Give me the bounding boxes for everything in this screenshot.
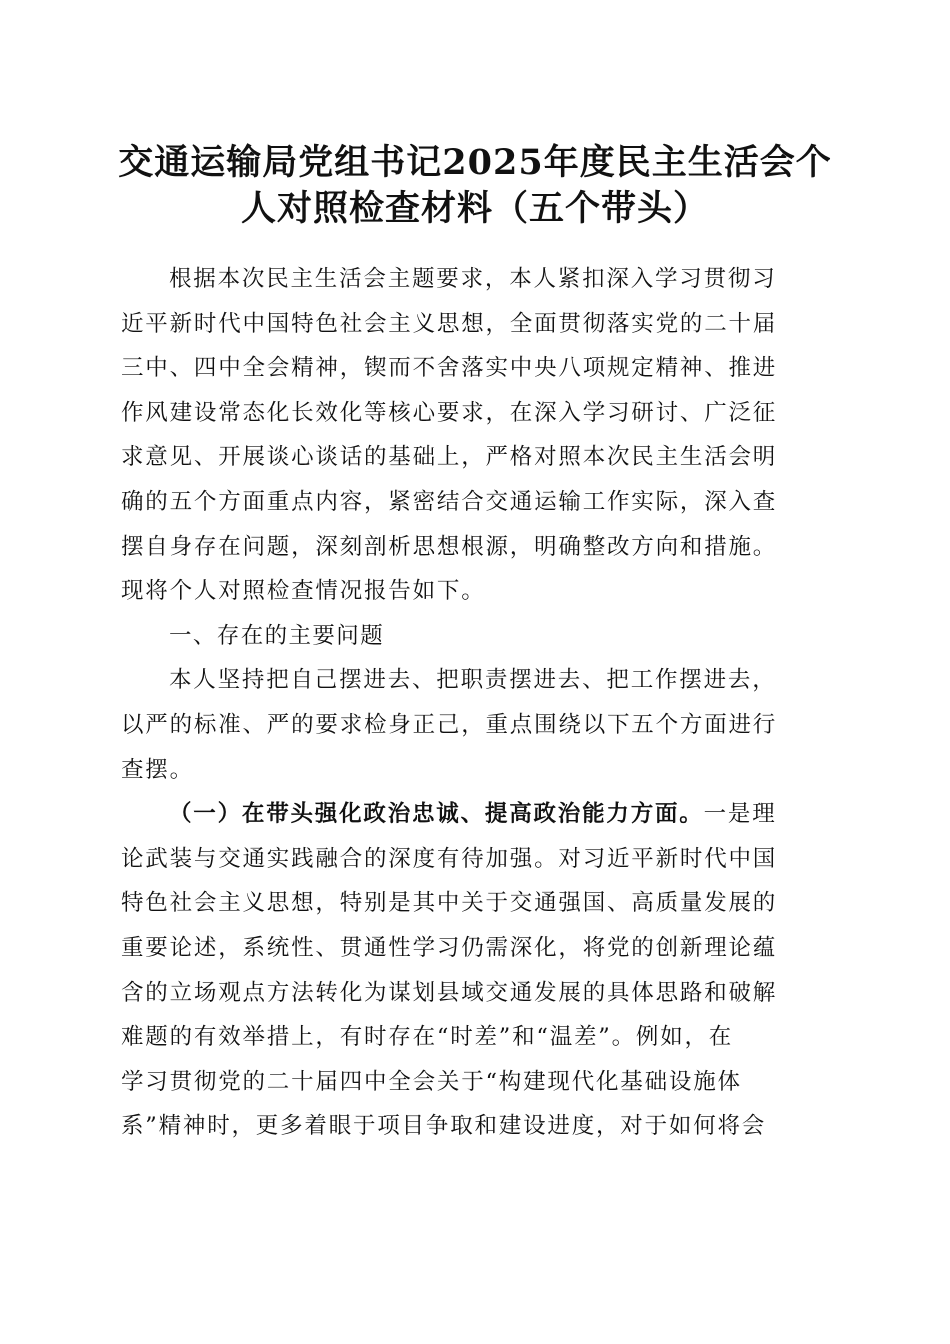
intro-line: 近平新时代中国特色社会主义思想，全面贯彻落实党的二十届 bbox=[121, 310, 778, 337]
section-heading: 一、存在的主要问题 bbox=[169, 622, 385, 649]
title-line-2: 人对照检查材料（五个带头） bbox=[240, 188, 709, 229]
intro-line: 现将个人对照检查情况报告如下。 bbox=[121, 578, 486, 605]
subsection-bold-lead: （一）在带头强化政治忠诚、提高政治能力方面。 bbox=[169, 801, 704, 828]
intro-line: 根据本次民主生活会主题要求，本人紧扣深入学习贯彻习 bbox=[169, 266, 777, 292]
subsection-first-line bbox=[121, 792, 826, 837]
intro-line: 摆自身存在问题，深刻剖析思想根源，明确整改方向和措施。 bbox=[121, 533, 778, 560]
document-body bbox=[121, 257, 826, 1149]
section-line: 查摆。 bbox=[121, 756, 194, 783]
title-line-1: 交通运输局党组书记2025年度民主生活会个 bbox=[118, 142, 832, 183]
subsection-line: 论武装与交通实践融合的深度有待加强。对习近平新时代中国 bbox=[121, 845, 778, 872]
document-title bbox=[110, 140, 840, 232]
intro-line: 三中、四中全会精神，锲而不舍落实中央八项规定精神、推进 bbox=[121, 355, 778, 382]
subsection-line: 系”精神时，更多着眼于项目争取和建设进度，对于如何将会 bbox=[121, 1113, 767, 1140]
subsection-lead-rest: 一是理 bbox=[703, 801, 777, 828]
intro-line: 求意见、开展谈心谈话的基础上，严格对照本次民主生活会明 bbox=[121, 444, 778, 471]
subsection-line: 重要论述，系统性、贯通性学习仍需深化，将党的创新理论蕴 bbox=[121, 934, 778, 961]
section-line: 本人坚持把自己摆进去、把职责摆进去、把工作摆进去， bbox=[169, 667, 777, 694]
subsection-line: 学习贯彻党的二十届四中全会关于“构建现代化基础设施体 bbox=[121, 1068, 742, 1095]
subsection-line: 特色社会主义思想，特别是其中关于交通强国、高质量发展的 bbox=[121, 890, 778, 917]
intro-line: 确的五个方面重点内容，紧密结合交通运输工作实际，深入查 bbox=[121, 488, 778, 515]
subsection-line: 难题的有效举措上，有时存在“时差”和“温差”。例如，在 bbox=[121, 1024, 734, 1051]
intro-line: 作风建设常态化长效化等核心要求，在深入学习研讨、广泛征 bbox=[121, 399, 778, 426]
section-line: 以严的标准、严的要求检身正己，重点围绕以下五个方面进行 bbox=[121, 711, 778, 738]
subsection-line: 含的立场观点方法转化为谋划县域交通发展的具体思路和破解 bbox=[121, 979, 778, 1006]
